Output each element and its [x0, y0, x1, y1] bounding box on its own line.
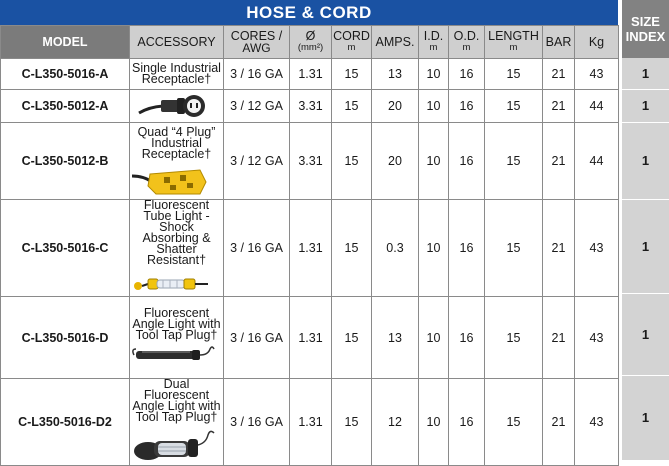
header-length: [485, 26, 543, 59]
header-cord-sub: m: [347, 42, 356, 53]
accessory-text: Quad “4 Plug” Industrial Receptacle†: [137, 124, 216, 161]
accessory-cell: [130, 200, 224, 297]
header-od-sub: m: [462, 42, 471, 53]
bar-cell: 21: [543, 200, 575, 297]
kg-cell: 43: [575, 297, 619, 379]
header-diameter-label: Ø: [305, 29, 316, 43]
length-cell: 15: [485, 379, 543, 466]
header-kg: Kg: [575, 26, 619, 59]
length-cell: 15: [485, 90, 543, 123]
accessory-text: Single Industrial Receptacle†: [132, 61, 221, 86]
header-length-sub: m: [509, 42, 518, 53]
quad-receptacle-icon: [130, 162, 216, 196]
kg-cell: 44: [575, 90, 619, 123]
od-cell: 16: [449, 200, 485, 297]
spec-table: [0, 25, 619, 466]
size-index-cell: 1: [622, 122, 669, 199]
accessory-cell: [130, 297, 224, 379]
id-cell: 10: [419, 297, 449, 379]
accessory-cell: [130, 379, 224, 466]
header-row: [1, 26, 619, 59]
header-cord: [332, 26, 372, 59]
cord-cell: 15: [332, 200, 372, 297]
header-od-label: O.D.: [453, 29, 480, 43]
angle-light-icon: [130, 343, 216, 367]
amps-cell: 20: [372, 123, 419, 200]
table-row: [1, 379, 619, 466]
cores-cell: 3 / 16 GA: [224, 297, 290, 379]
table-row: [1, 123, 619, 200]
header-cores-label: CORES /: [230, 29, 283, 43]
table-row: [1, 59, 619, 90]
accessory-cell: [130, 90, 224, 123]
diameter-cell: 3.31: [290, 90, 332, 123]
length-cell: 15: [485, 123, 543, 200]
id-cell: 10: [419, 200, 449, 297]
size-index-cell: 1: [622, 89, 669, 122]
size-index-header-line2: INDEX: [625, 29, 666, 44]
model-cell: C-L350-5016-C: [1, 200, 130, 297]
id-cell: 10: [419, 379, 449, 466]
diameter-cell: 1.31: [290, 379, 332, 466]
size-index-cell: 1: [622, 375, 669, 460]
kg-cell: 43: [575, 200, 619, 297]
cores-cell: 3 / 16 GA: [224, 59, 290, 90]
od-cell: 16: [449, 123, 485, 200]
header-id-label: I.D.: [423, 29, 444, 43]
header-id: [419, 26, 449, 59]
tube-light-icon: [130, 268, 216, 296]
header-cores-sub: AWG: [242, 41, 271, 55]
cores-cell: 3 / 16 GA: [224, 200, 290, 297]
single-receptacle-icon: [137, 93, 217, 119]
kg-cell: 43: [575, 379, 619, 466]
amps-cell: 13: [372, 297, 419, 379]
size-index-column: [622, 58, 669, 461]
kg-cell: 43: [575, 59, 619, 90]
model-cell: C-L350-5016-D2: [1, 379, 130, 466]
od-cell: 16: [449, 90, 485, 123]
header-od: [449, 26, 485, 59]
bar-cell: 21: [543, 297, 575, 379]
bar-cell: 21: [543, 90, 575, 123]
header-id-sub: m: [429, 42, 438, 53]
table-row: [1, 297, 619, 379]
amps-cell: 12: [372, 379, 419, 466]
kg-cell: 44: [575, 123, 619, 200]
id-cell: 10: [419, 123, 449, 200]
section-banner: HOSE & CORD: [0, 0, 618, 25]
length-cell: 15: [485, 200, 543, 297]
od-cell: 16: [449, 297, 485, 379]
header-length-label: LENGTH: [488, 29, 539, 43]
cores-cell: 3 / 12 GA: [224, 90, 290, 123]
cord-cell: 15: [332, 379, 372, 466]
header-bar: BAR: [543, 26, 575, 59]
cord-cell: 15: [332, 297, 372, 379]
table-row: [1, 90, 619, 123]
model-cell: C-L350-5012-A: [1, 90, 130, 123]
dual-angle-light-icon: [130, 425, 216, 465]
bar-cell: 21: [543, 379, 575, 466]
table-row: [1, 200, 619, 297]
amps-cell: 13: [372, 59, 419, 90]
diameter-cell: 1.31: [290, 59, 332, 90]
accessory-text: Dual Fluorescent Angle Light with Tool Tap Plug†: [132, 378, 221, 424]
accessory-cell: [130, 123, 224, 200]
header-model: MODEL: [1, 26, 130, 59]
cord-cell: 15: [332, 90, 372, 123]
cores-cell: 3 / 16 GA: [224, 379, 290, 466]
cores-cell: 3 / 12 GA: [224, 123, 290, 200]
header-cord-label: CORD: [333, 29, 370, 43]
model-cell: C-L350-5016-A: [1, 59, 130, 90]
accessory-text: Fluorescent Angle Light with Tool Tap Plug†: [132, 306, 221, 342]
model-cell: C-L350-5012-B: [1, 123, 130, 200]
id-cell: 10: [419, 90, 449, 123]
header-diameter-sub: (mm²): [297, 42, 324, 53]
size-index-header-line1: SIZE: [631, 14, 660, 29]
amps-cell: 0.3: [372, 200, 419, 297]
size-index-cell: 1: [622, 199, 669, 293]
bar-cell: 21: [543, 123, 575, 200]
header-accessory: ACCESSORY: [130, 26, 224, 59]
length-cell: 15: [485, 59, 543, 90]
size-index-cell: 1: [622, 58, 669, 89]
size-index-header: [622, 0, 669, 58]
cord-cell: 15: [332, 123, 372, 200]
header-diameter: [290, 26, 332, 59]
header-cores: [224, 26, 290, 59]
diameter-cell: 3.31: [290, 123, 332, 200]
size-index-cell: 1: [622, 293, 669, 375]
length-cell: 15: [485, 297, 543, 379]
bar-cell: 21: [543, 59, 575, 90]
id-cell: 10: [419, 59, 449, 90]
amps-cell: 20: [372, 90, 419, 123]
diameter-cell: 1.31: [290, 200, 332, 297]
od-cell: 16: [449, 59, 485, 90]
header-amps: AMPS.: [372, 26, 419, 59]
diameter-cell: 1.31: [290, 297, 332, 379]
od-cell: 16: [449, 379, 485, 466]
cord-cell: 15: [332, 59, 372, 90]
accessory-text: Fluorescent Tube Light - Shock Absorbing & Shatter Resistant†: [142, 199, 211, 267]
model-cell: C-L350-5016-D: [1, 297, 130, 379]
accessory-cell: [130, 59, 224, 90]
